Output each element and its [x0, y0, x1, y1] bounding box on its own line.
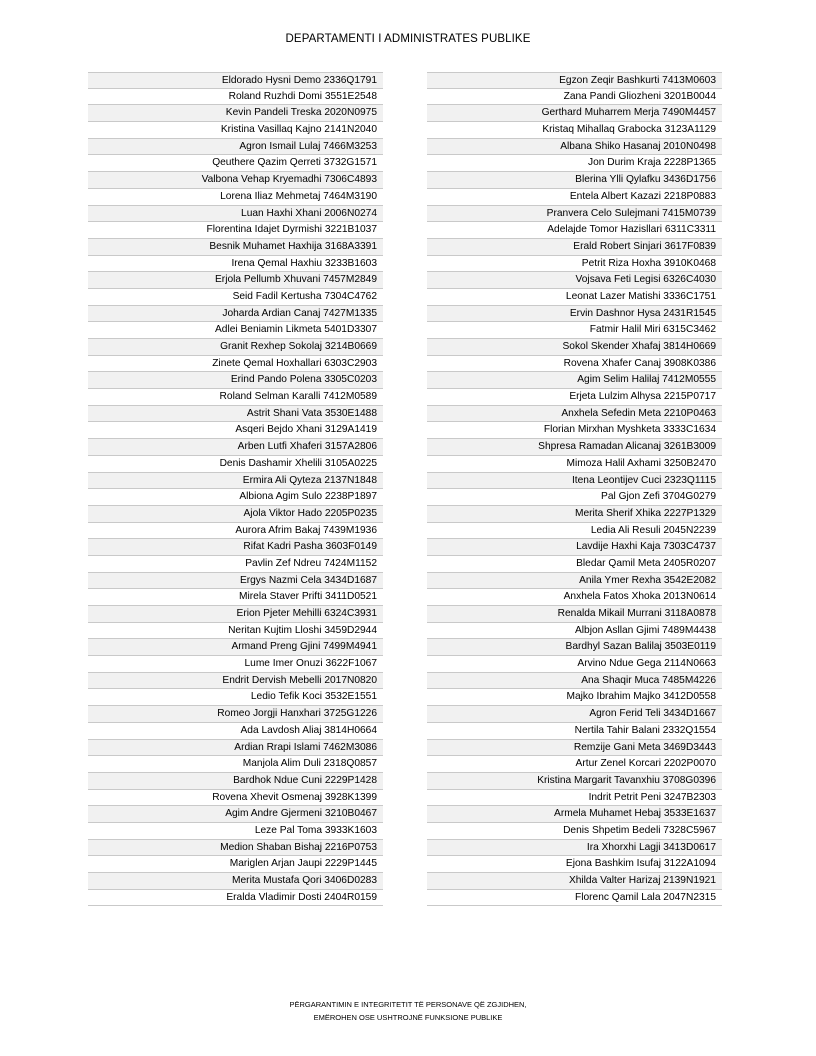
list-row: Blerina Ylli Qylafku 3436D1756 [427, 172, 722, 189]
list-row: Leze Pal Toma 3933K1603 [88, 823, 383, 840]
list-row: Neritan Kujtim Lloshi 3459D2944 [88, 623, 383, 640]
list-row: Rifat Kadri Pasha 3603F0149 [88, 539, 383, 556]
footer-line-2: EMËROHEN OSE USHTROJNË FUNKSIONE PUBLIKE [313, 1013, 503, 1022]
list-row: Entela Albert Kazazi 2218P0883 [427, 189, 722, 206]
left-name-list [88, 72, 383, 906]
list-row: Zana Pandi Gliozheni 3201B0044 [427, 89, 722, 106]
list-row: Xhilda Valter Harizaj 2139N1921 [427, 873, 722, 890]
list-row: Astrit Shani Vata 3530E1488 [88, 406, 383, 423]
list-row: Ervin Dashnor Hysa 2431R1545 [427, 306, 722, 323]
list-row: Renalda Mikail Murrani 3118A0878 [427, 606, 722, 623]
list-row: Ajola Viktor Hado 2205P0235 [88, 506, 383, 523]
list-row: Adelajde Tomor Hazisllari 6311C3311 [427, 222, 722, 239]
list-row: Majko Ibrahim Majko 3412D0558 [427, 689, 722, 706]
list-row: Qeuthere Qazim Qerreti 3732G1571 [88, 155, 383, 172]
list-row: Rovena Xhevit Osmenaj 3928K1399 [88, 790, 383, 807]
list-row: Erjola Pellumb Xhuvani 7457M2849 [88, 272, 383, 289]
right-name-list [427, 72, 722, 906]
list-row: Ada Lavdosh Aliaj 3814H0664 [88, 723, 383, 740]
list-row: Rovena Xhafer Canaj 3908K0386 [427, 356, 722, 373]
list-row: Adlei Beniamin Likmeta 5401D3307 [88, 322, 383, 339]
list-row: Denis Dashamir Xhelili 3105A0225 [88, 456, 383, 473]
list-row: Bledar Qamil Meta 2405R0207 [427, 556, 722, 573]
list-row: Merita Sherif Xhika 2227P1329 [427, 506, 722, 523]
list-row: Florentina Idajet Dyrmishi 3221B1037 [88, 222, 383, 239]
list-row: Agron Ferid Teli 3434D1667 [427, 706, 722, 723]
list-row: Anxhela Sefedin Meta 2210P0463 [427, 406, 722, 423]
list-row: Luan Haxhi Xhani 2006N0274 [88, 206, 383, 223]
list-row: Manjola Alim Duli 2318Q0857 [88, 756, 383, 773]
list-row: Eralda Vladimir Dosti 2404R0159 [88, 890, 383, 907]
list-row: Romeo Jorgji Hanxhari 3725G1226 [88, 706, 383, 723]
list-row: Irena Qemal Haxhiu 3233B1603 [88, 256, 383, 273]
list-row: Anxhela Fatos Xhoka 2013N0614 [427, 589, 722, 606]
list-row: Fatmir Halil Miri 6315C3462 [427, 322, 722, 339]
list-row: Sokol Skender Xhafaj 3814H0669 [427, 339, 722, 356]
list-row: Joharda Ardian Canaj 7427M1335 [88, 306, 383, 323]
list-row: Kevin Pandeli Treska 2020N0975 [88, 105, 383, 122]
list-row: Agron Ismail Lulaj 7466M3253 [88, 139, 383, 156]
list-row: Bardhyl Sazan Balilaj 3503E0119 [427, 639, 722, 656]
list-row: Ana Shaqir Muca 7485M4226 [427, 673, 722, 690]
list-row: Granit Rexhep Sokolaj 3214B0669 [88, 339, 383, 356]
list-row: Lume Imer Onuzi 3622F1067 [88, 656, 383, 673]
list-row: Ardian Rrapi Islami 7462M3086 [88, 740, 383, 757]
list-row: Armand Preng Gjini 7499M4941 [88, 639, 383, 656]
list-row: Florenc Qamil Lala 2047N2315 [427, 890, 722, 907]
list-row: Arben Lutfi Xhaferi 3157A2806 [88, 439, 383, 456]
list-row: Petrit Riza Hoxha 3910K0468 [427, 256, 722, 273]
list-row: Remzije Gani Meta 3469D3443 [427, 740, 722, 757]
list-row: Shpresa Ramadan Alicanaj 3261B3009 [427, 439, 722, 456]
list-row: Roland Selman Karalli 7412M0589 [88, 389, 383, 406]
list-row: Medion Shaban Bishaj 2216P0753 [88, 840, 383, 857]
list-row: Pal Gjon Zefi 3704G0279 [427, 489, 722, 506]
list-row: Endrit Dervish Mebelli 2017N0820 [88, 673, 383, 690]
list-row: Ledio Tefik Koci 3532E1551 [88, 689, 383, 706]
list-row: Eldorado Hysni Demo 2336Q1791 [88, 72, 383, 89]
list-row: Albjon Asllan Gjimi 7489M4438 [427, 623, 722, 640]
list-row: Egzon Zeqir Bashkurti 7413M0603 [427, 72, 722, 89]
list-row: Besnik Muhamet Haxhija 3168A3391 [88, 239, 383, 256]
list-row: Mimoza Halil Axhami 3250B2470 [427, 456, 722, 473]
list-row: Leonat Lazer Matishi 3336C1751 [427, 289, 722, 306]
list-row: Asqeri Bejdo Xhani 3129A1419 [88, 422, 383, 439]
footer [0, 998, 816, 1024]
list-row: Armela Muhamet Hebaj 3533E1637 [427, 806, 722, 823]
list-row: Ergys Nazmi Cela 3434D1687 [88, 573, 383, 590]
list-row: Ejona Bashkim Isufaj 3122A1094 [427, 856, 722, 873]
list-row: Merita Mustafa Qori 3406D0283 [88, 873, 383, 890]
list-row: Aurora Afrim Bakaj 7439M1936 [88, 523, 383, 540]
list-row: Mariglen Arjan Jaupi 2229P1445 [88, 856, 383, 873]
list-row: Zinete Qemal Hoxhallari 6303C2903 [88, 356, 383, 373]
list-row: Ermira Ali Qyteza 2137N1848 [88, 473, 383, 490]
list-row: Bardhok Ndue Cuni 2229P1428 [88, 773, 383, 790]
list-row: Agim Selim Halilaj 7412M0555 [427, 372, 722, 389]
list-row: Seid Fadil Kertusha 7304C4762 [88, 289, 383, 306]
list-row: Erjeta Lulzim Alhysa 2215P0717 [427, 389, 722, 406]
list-row: Florian Mirxhan Myshketa 3333C1634 [427, 422, 722, 439]
list-row: Agim Andre Gjermeni 3210B0467 [88, 806, 383, 823]
list-row: Erind Pando Polena 3305C0203 [88, 372, 383, 389]
list-row: Kristina Vasillaq Kajno 2141N2040 [88, 122, 383, 139]
list-row: Kristina Margarit Tavanxhiu 3708G0396 [427, 773, 722, 790]
list-row: Pavlin Zef Ndreu 7424M1152 [88, 556, 383, 573]
list-row: Vojsava Feti Legisi 6326C4030 [427, 272, 722, 289]
list-row: Albiona Agim Sulo 2238P1897 [88, 489, 383, 506]
page-title: DEPARTAMENTI I ADMINISTRATES PUBLIKE [285, 33, 531, 45]
list-row: Arvino Ndue Gega 2114N0663 [427, 656, 722, 673]
list-row: Erion Pjeter Mehilli 6324C3931 [88, 606, 383, 623]
list-row: Indrit Petrit Peni 3247B2303 [427, 790, 722, 807]
list-row: Pranvera Celo Sulejmani 7415M0739 [427, 206, 722, 223]
list-row: Nertila Tahir Balani 2332Q1554 [427, 723, 722, 740]
list-row: Jon Durim Kraja 2228P1365 [427, 155, 722, 172]
list-row: Ledia Ali Resuli 2045N2239 [427, 523, 722, 540]
list-row: Gerthard Muharrem Merja 7490M4457 [427, 105, 722, 122]
list-row: Itena Leontijev Cuci 2323Q1115 [427, 473, 722, 490]
list-row: Artur Zenel Korcari 2202P0070 [427, 756, 722, 773]
list-row: Ira Xhorxhi Lagji 3413D0617 [427, 840, 722, 857]
list-row: Kristaq Mihallaq Grabocka 3123A1129 [427, 122, 722, 139]
list-row: Albana Shiko Hasanaj 2010N0498 [427, 139, 722, 156]
list-row: Valbona Vehap Kryemadhi 7306C4893 [88, 172, 383, 189]
list-row: Mirela Staver Prifti 3411D0521 [88, 589, 383, 606]
list-row: Denis Shpetim Bedeli 7328C5967 [427, 823, 722, 840]
footer-line-1: PËRGARANTIMIN E INTEGRITETIT TË PERSONAVE QË ZGJIDHEN, [289, 1000, 527, 1009]
list-row: Erald Robert Sinjari 3617F0839 [427, 239, 722, 256]
list-row: Lavdije Haxhi Kaja 7303C4737 [427, 539, 722, 556]
list-row: Anila Ymer Rexha 3542E2082 [427, 573, 722, 590]
list-row: Roland Ruzhdi Domi 3551E2548 [88, 89, 383, 106]
list-row: Lorena Iliaz Mehmetaj 7464M3190 [88, 189, 383, 206]
